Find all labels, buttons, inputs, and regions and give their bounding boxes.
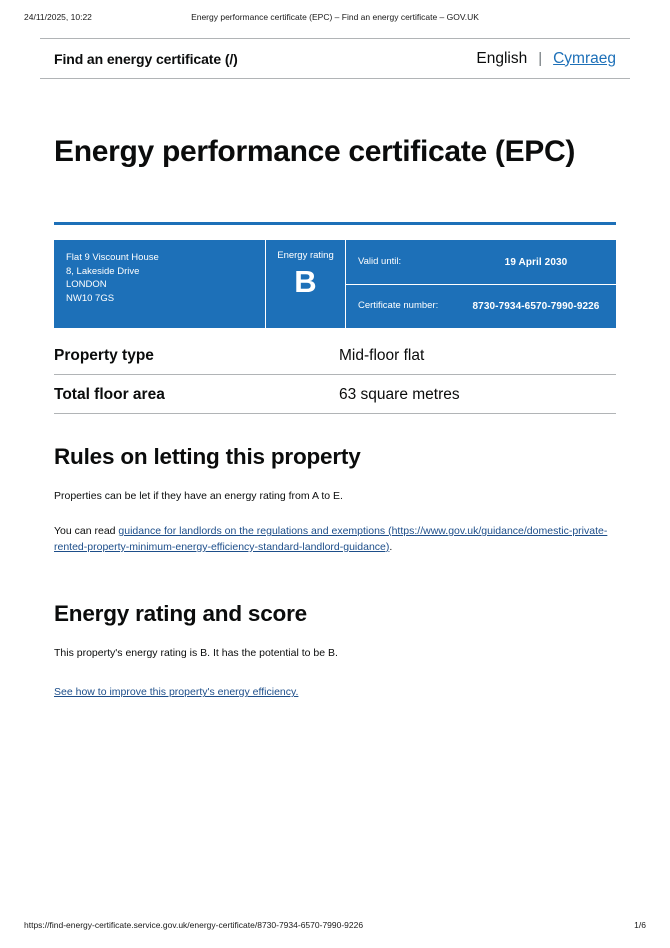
letting-guidance-prefix: You can read (54, 525, 119, 538)
letting-guidance-paragraph (54, 524, 614, 556)
letting-rules-paragraph: Properties can be let if they have an energy rating from A to E. (54, 490, 343, 503)
energy-rating-value: B (294, 263, 317, 299)
print-header (0, 12, 670, 24)
letting-guidance-suffix: . (389, 540, 393, 553)
certificate-page (40, 38, 630, 701)
improve-efficiency-paragraph (54, 685, 614, 701)
print-footer (0, 920, 670, 932)
detail-value: Mid-floor flat (339, 347, 425, 365)
address-line: LONDON (66, 279, 107, 291)
energy-rating-block (266, 240, 346, 328)
certificate-summary (54, 240, 616, 328)
letting-rules-heading: Rules on letting this property (54, 444, 361, 470)
property-details (54, 347, 616, 414)
valid-until-row (346, 240, 616, 285)
certificate-number-row (346, 285, 616, 329)
print-footer-url: https://find-energy-certificate.service.gov.uk/energy-certificate/8730-7934-6570-7990-9226 (24, 920, 364, 930)
detail-key: Total floor area (54, 386, 165, 404)
title-divider (54, 222, 616, 225)
property-address (54, 240, 266, 328)
language-separator: | (538, 50, 543, 67)
detail-row (54, 386, 616, 414)
detail-row (54, 347, 616, 375)
certificate-meta (346, 240, 616, 328)
print-page-number: 1/6 (634, 920, 646, 930)
energy-rating-paragraph: This property's energy rating is B. It has the potential to be B. (54, 646, 338, 659)
detail-value: 63 square metres (339, 386, 460, 404)
print-date-time: 24/11/2025, 10:22 (24, 12, 92, 22)
page-title: Energy performance certificate (EPC) (54, 135, 576, 168)
service-name-label: Find an energy certificate (54, 50, 222, 67)
landlord-guidance-link[interactable]: guidance for landlords on the regulations and exemptions (https://www.gov.uk/guidance/domestic-private-rented-property-minimum-energy-efficiency-standard-landlord-guidance) (54, 525, 608, 553)
service-home-link[interactable]: (/) (224, 50, 238, 67)
improve-efficiency-link[interactable]: See how to improve this property's energy efficiency. (54, 686, 299, 699)
energy-rating-heading: Energy rating and score (54, 600, 307, 626)
address-line: 8, Lakeside Drive (66, 265, 140, 277)
valid-until-value: 19 April 2030 (504, 256, 568, 268)
certificate-number-value: 8730-7934-6570-7990-9226 (472, 301, 600, 313)
language-current: English (476, 49, 528, 67)
address-line: Flat 9 Viscount House (66, 252, 159, 264)
service-name[interactable] (54, 51, 238, 67)
certificate-number-label: Certificate number: (358, 300, 439, 312)
energy-rating-label: Energy rating (277, 250, 334, 262)
valid-until-label: Valid until: (358, 255, 402, 267)
print-document-title: Energy performance certificate (EPC) – Find an energy certificate – GOV.UK (191, 12, 479, 22)
address-line: NW10 7GS (66, 292, 115, 304)
detail-key: Property type (54, 347, 154, 365)
service-header (40, 38, 630, 79)
language-welsh-link[interactable]: Cymraeg (553, 49, 616, 67)
language-toggle (476, 50, 616, 68)
